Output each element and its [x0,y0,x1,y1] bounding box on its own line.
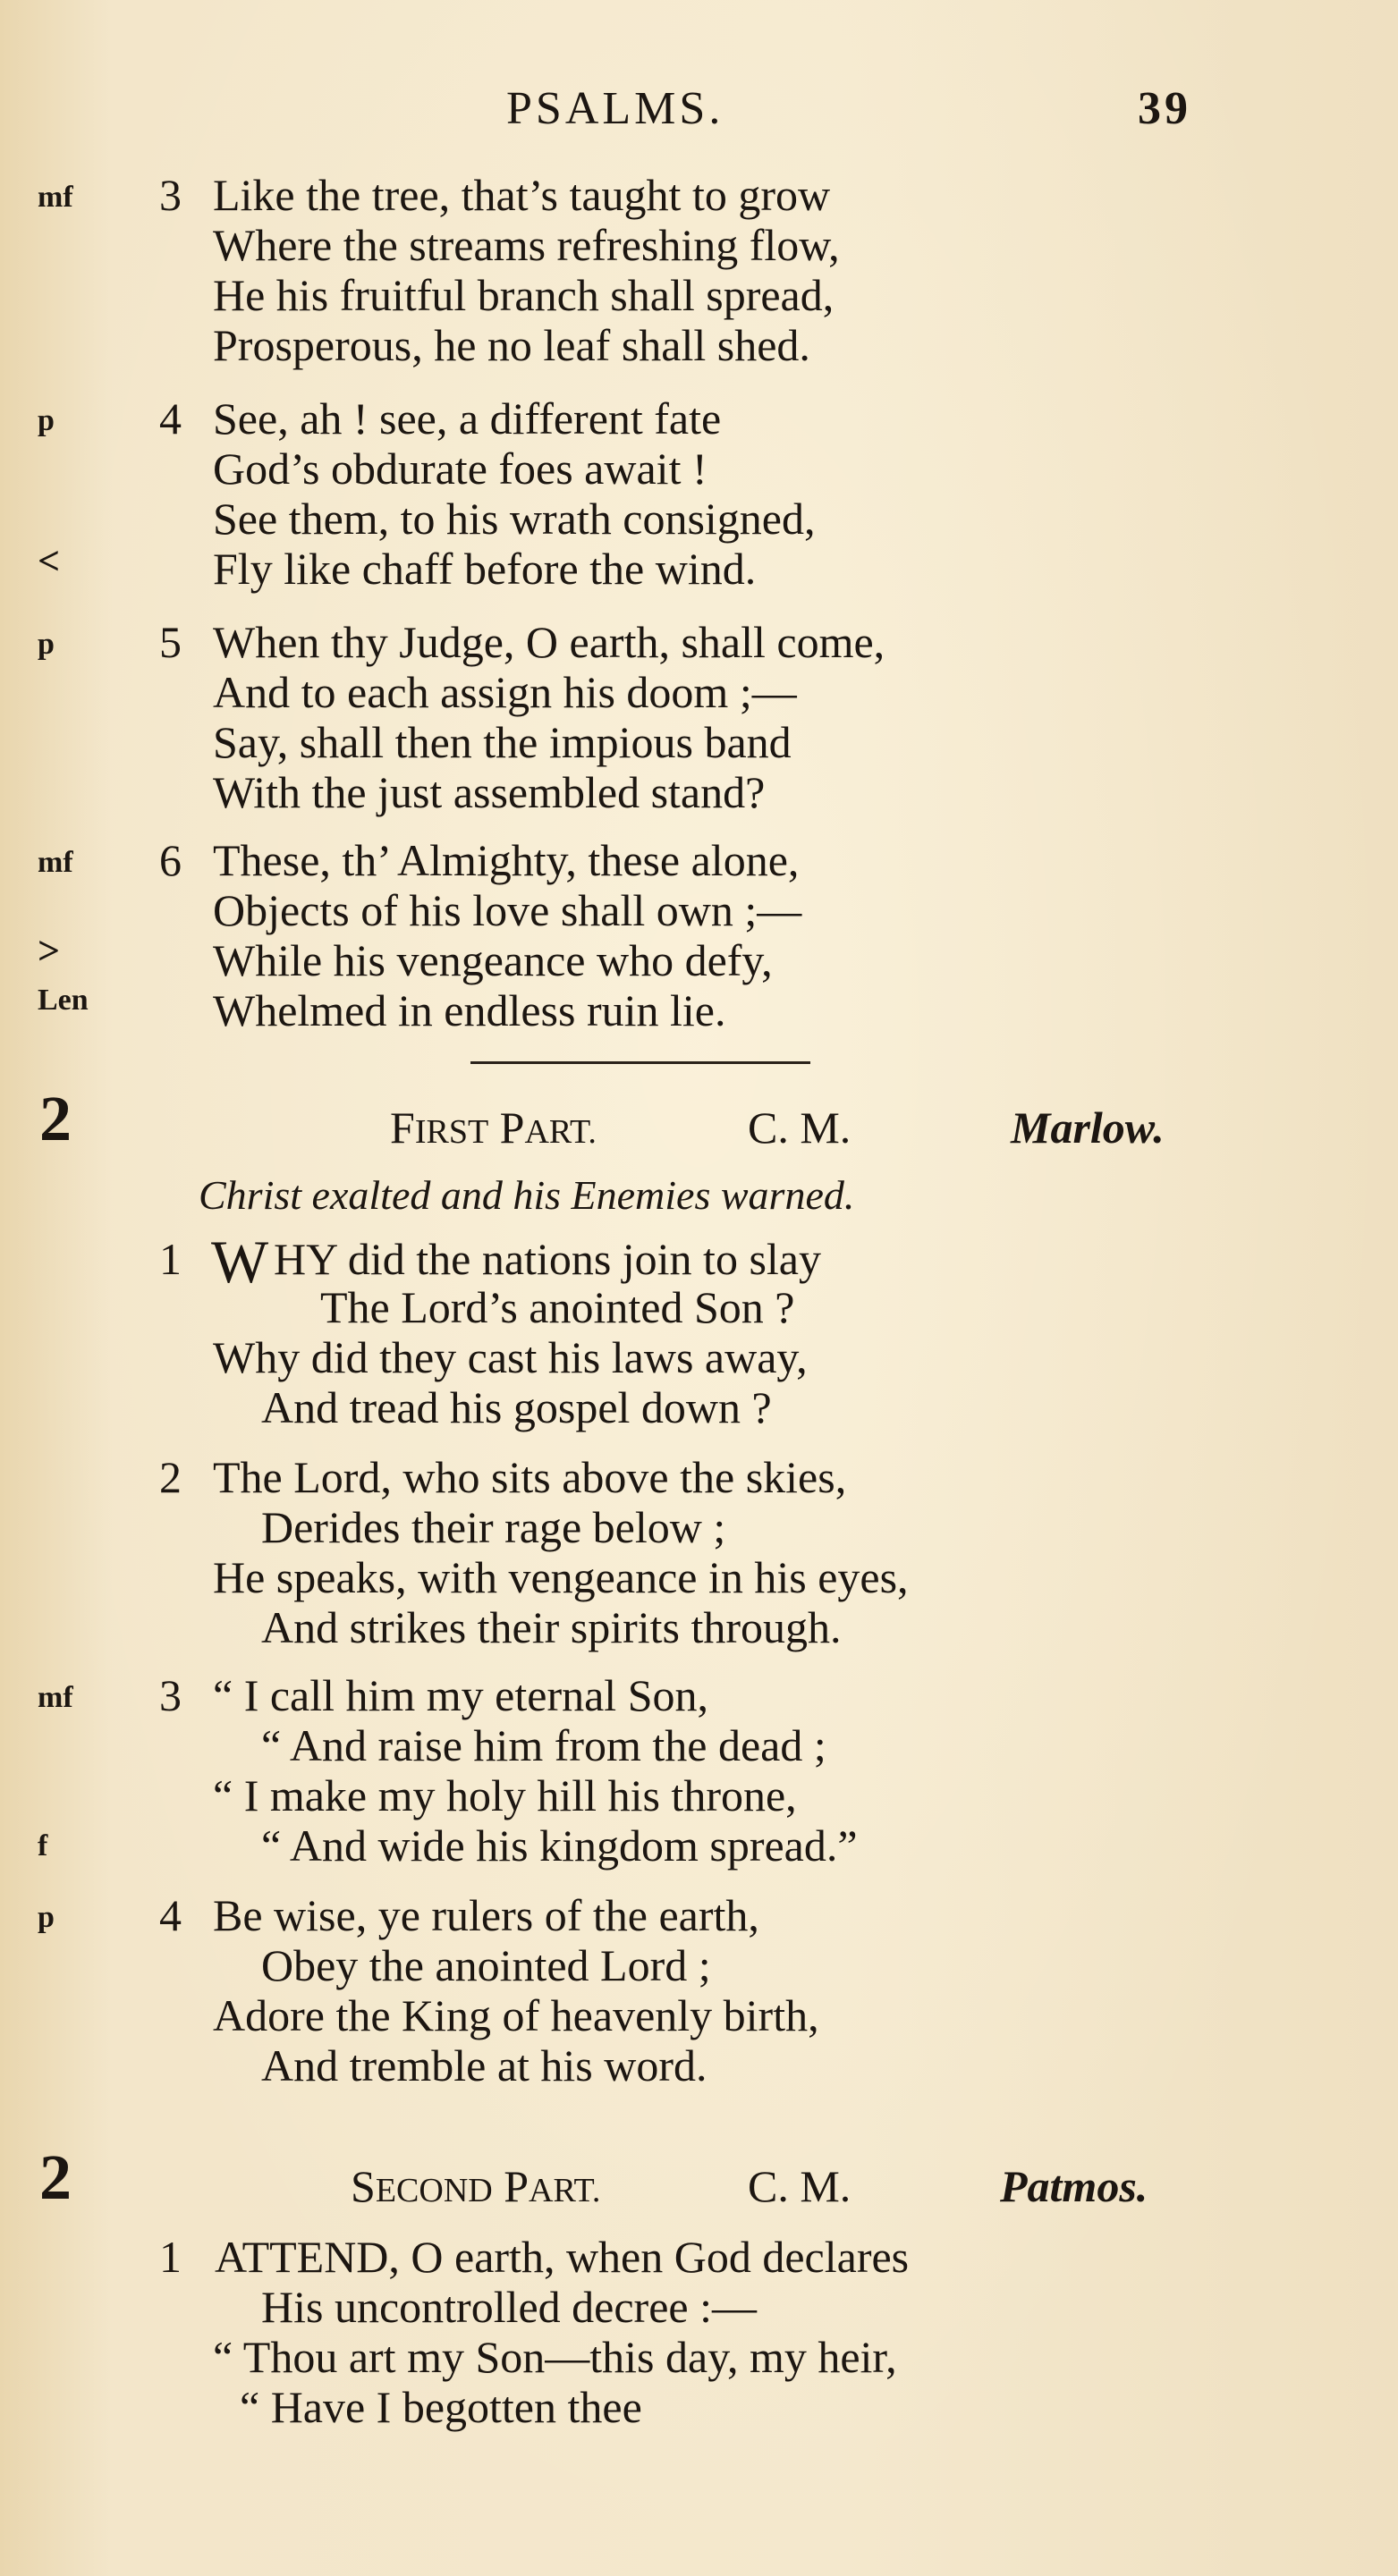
dynamic-mark: p [38,628,55,661]
verse-line: Like the tree, that’s taught to grow [213,170,831,220]
verse-line: See them, to his wrath consigned, [213,494,816,544]
verse-number: 3 [159,170,182,220]
meter: C. M. [748,1102,852,1153]
verse-line: See, ah ! see, a different fate [213,393,722,443]
verse-line: And strikes their spirits through. [261,1602,842,1652]
verse-number: 6 [159,835,182,885]
verse-number: 1 [159,2232,182,2282]
tune-name: Patmos. [1000,2161,1148,2211]
part-cap: S [351,2161,376,2211]
verse-line: These, th’ Almighty, these alone, [213,835,800,885]
verse-line: Be wise, ye rulers of the earth, [213,1890,759,1940]
verse-line: “ And raise him from the dead ; [261,1720,826,1770]
verse-line: Objects of his love shall own ;— [213,885,802,935]
verse-line: Derides their rage below ; [261,1502,726,1552]
forte-mark: f [38,1829,48,1862]
verse-number: 2 [159,1452,182,1502]
verse-line: Whelmed in endless ruin lie. [213,985,726,1035]
dynamic-mark: p [38,1901,55,1934]
verse-line: “ And wide his kingdom spread.” [261,1820,858,1871]
drop-cap: W [211,1228,269,1296]
verse-line: Fly like chaff before the wind. [213,544,757,594]
part-heading [390,1102,597,1153]
part-rest: ECOND [375,2172,493,2209]
part-rest: ART. [524,1113,597,1151]
verse-line: With the just assembled stand? [213,767,766,817]
verse-line: “ I call him my eternal Son, [213,1670,709,1720]
verse-line: He his fruitful branch shall spread, [213,270,835,320]
verse-number: 4 [159,1890,182,1940]
diminuendo-mark: > [38,929,61,973]
verse-line: He speaks, with vengeance in his eyes, [213,1552,909,1602]
part-cap: F [390,1102,415,1153]
psalm-number: 2 [39,1083,72,1154]
dynamic-mark: p [38,404,55,437]
part-rest: ART. [529,2172,601,2209]
verse-line: The Lord, who sits above the skies, [213,1452,847,1502]
lento-mark: Len [38,984,89,1017]
verse-line: While his vengeance who defy, [213,935,773,985]
verse-line: HY did the nations join to slay [274,1234,821,1284]
dynamic-mark: mf [38,846,73,879]
verse-number: 1 [159,1234,182,1284]
verse-line: “ Thou art my Son—this day, my heir, [213,2332,897,2382]
part-cap: P [499,1102,525,1153]
part-heading [351,2160,600,2212]
dynamic-mark: mf [38,1681,73,1714]
verse-line: When thy Judge, O earth, shall come, [213,617,885,667]
verse-line: Prosperous, he no leaf shall shed. [213,320,810,370]
verse-line: And tread his gospel down ? [261,1382,772,1432]
part-rest: IRST [414,1113,489,1151]
verse-number: 5 [159,617,182,667]
verse-line: “ Have I begotten thee [240,2382,642,2432]
section-divider [470,1061,810,1064]
psalm-subtitle: Christ exalted and his Enemies warned. [199,1172,855,1218]
verse-line: Where the streams refreshing flow, [213,220,840,270]
meter: C. M. [748,2161,852,2211]
verse-line: Obey the anointed Lord ; [261,1940,711,1990]
verse-line: Say, shall then the impious band [213,717,792,767]
verse-line: And to each assign his doom ;— [213,667,797,717]
tune-name: Marlow. [1011,1102,1165,1153]
verse-line: ATTEND, O earth, when God declares [215,2232,910,2282]
verse-number: 3 [159,1670,182,1720]
psalm-number: 2 [39,2141,72,2213]
page-number: 39 [1138,83,1191,134]
verse-line: His uncontrolled decree :— [261,2282,757,2332]
verse-line: God’s obdurate foes await ! [213,443,707,494]
verse-line: Why did they cast his laws away, [213,1332,808,1382]
verse-line: Adore the King of heavenly birth, [213,1990,819,2040]
verse-line: The Lord’s anointed Son ? [320,1282,795,1332]
verse-number: 4 [159,393,182,443]
running-header-title: PSALMS. [506,83,724,134]
crescendo-mark: < [38,539,61,583]
verse-line: And tremble at his word. [261,2040,707,2090]
dynamic-mark: mf [38,181,73,214]
verse-line: “ I make my holy hill his throne, [213,1770,797,1820]
part-cap: P [504,2161,530,2211]
